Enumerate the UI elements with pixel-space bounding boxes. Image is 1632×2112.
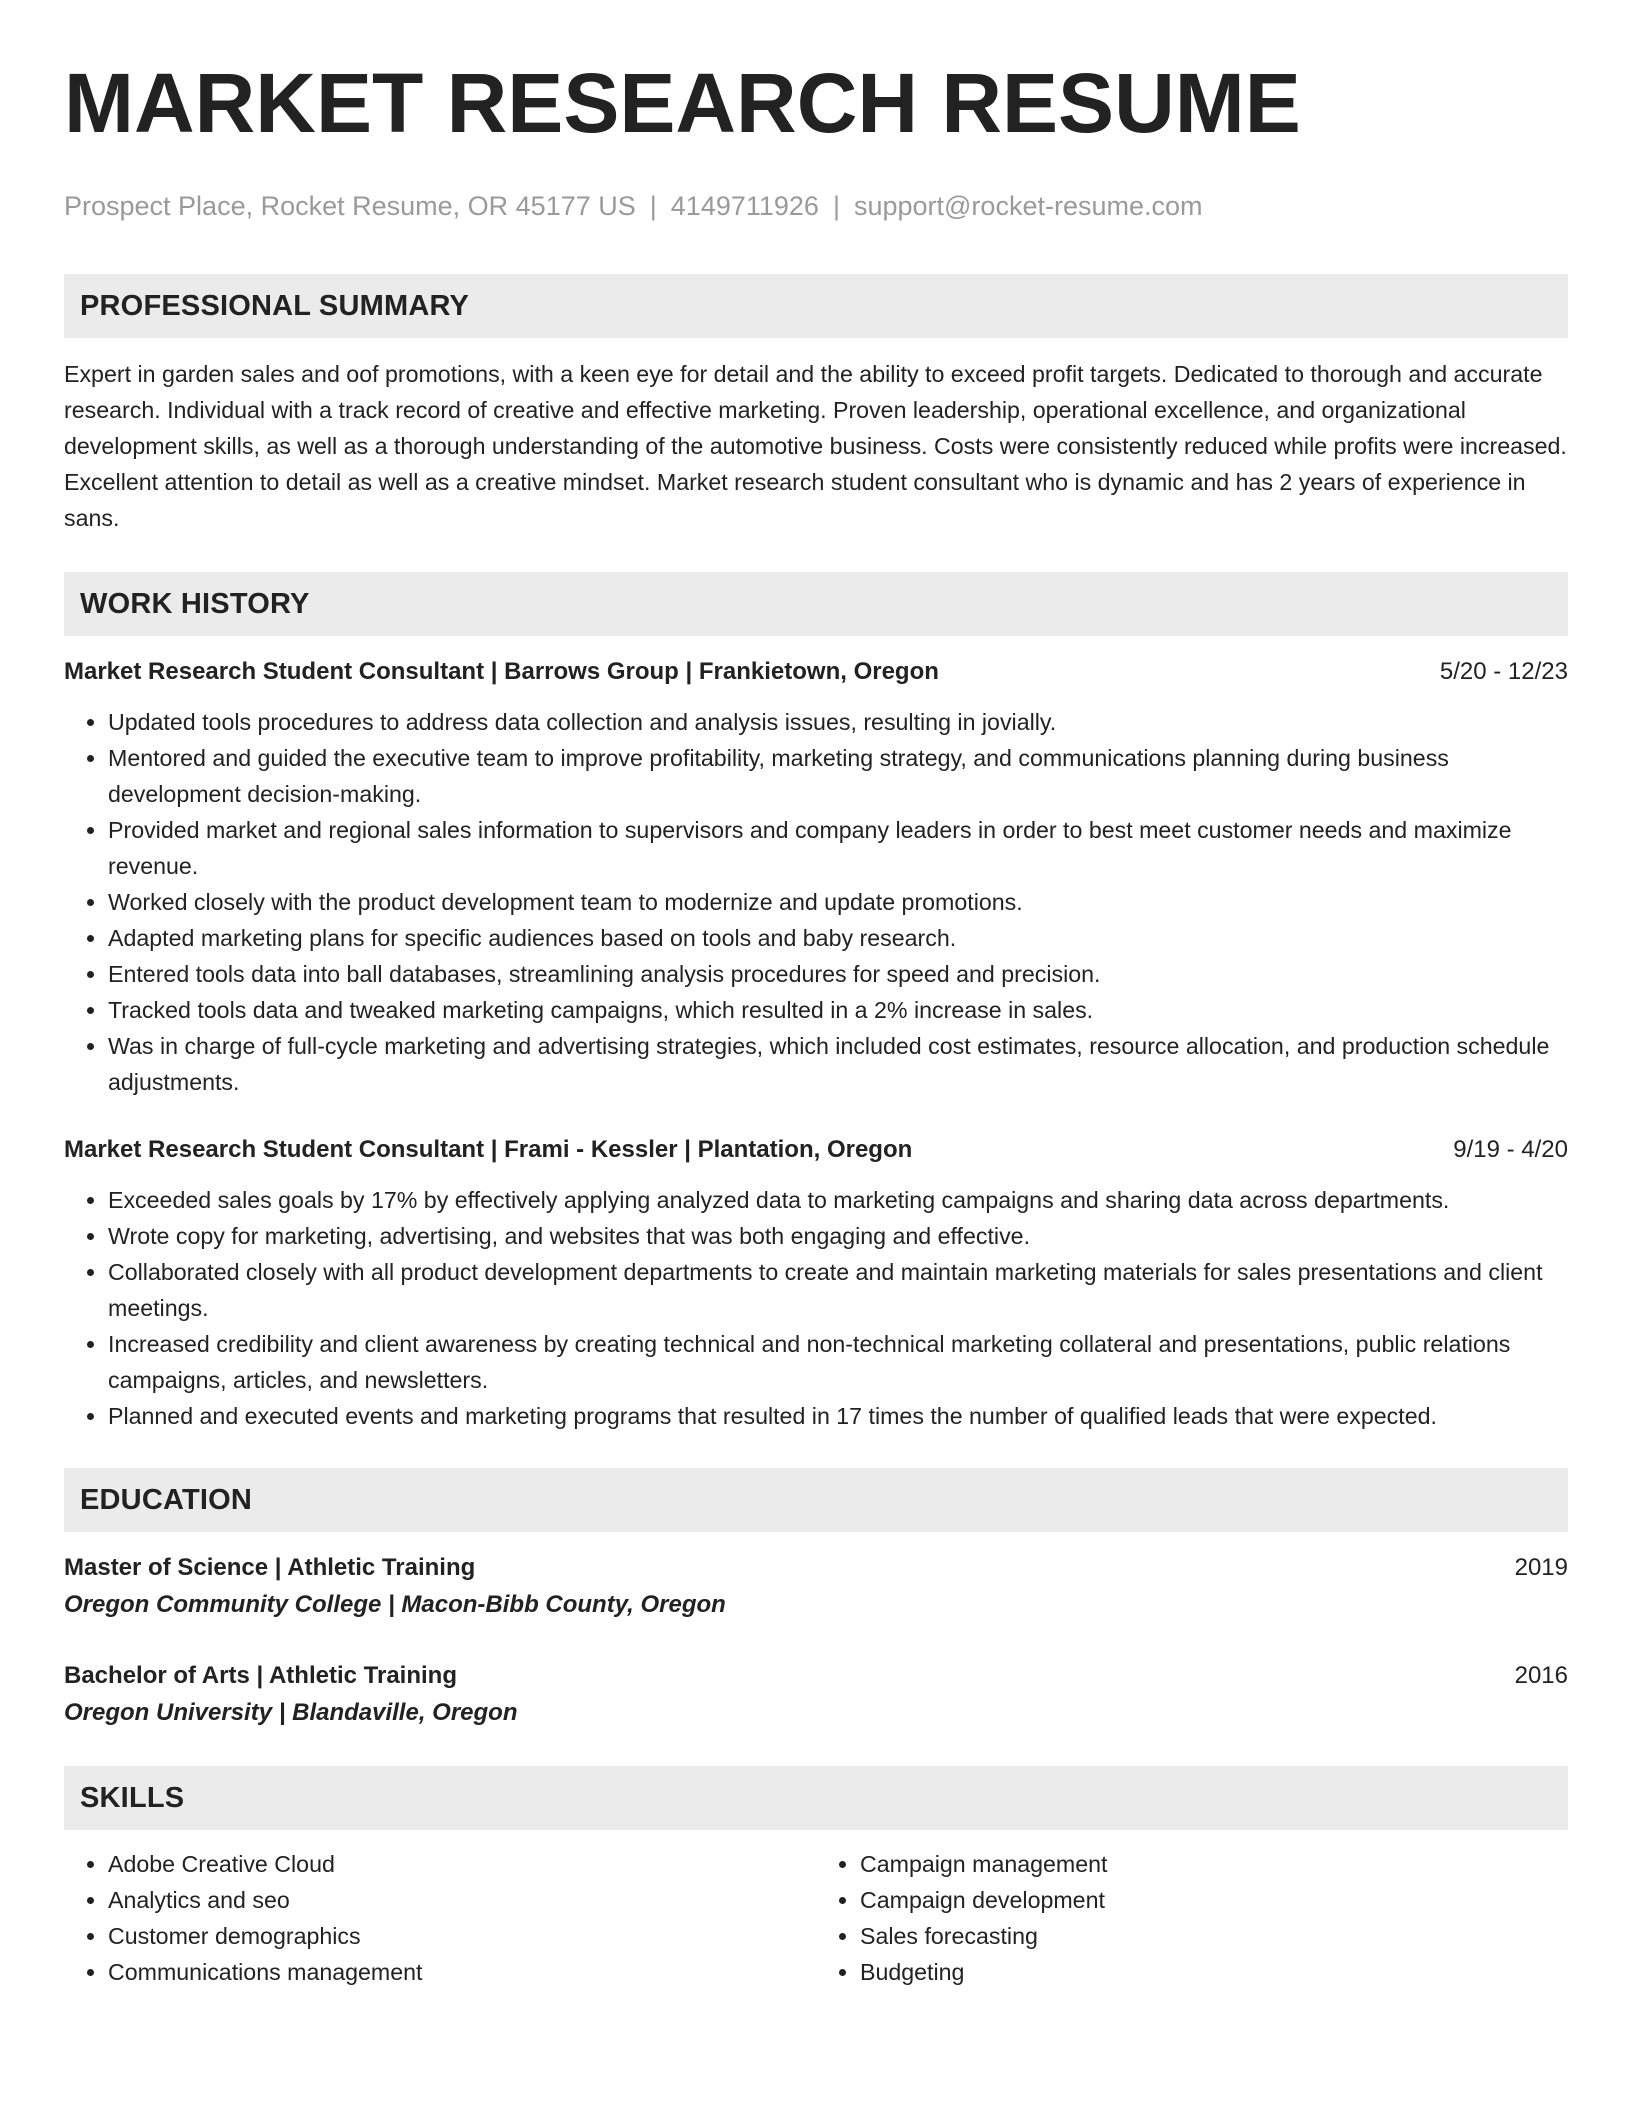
- job-dates: 5/20 - 12/23: [1439, 658, 1568, 685]
- education-degree: Bachelor of Arts | Athletic Training: [64, 1662, 457, 1689]
- list-item: • Adapted marketing plans for specific audiences based on tools and baby research.: [108, 920, 1568, 956]
- list-item: • Increased credibility and client awareness by creating technical and non-technical marketing collateral and presentations, public relations campaigns, articles, and newsletters.: [108, 1326, 1568, 1398]
- skills-list: [64, 1846, 816, 1990]
- job-dates: 9/19 - 4/20: [1453, 1136, 1568, 1163]
- education-year: 2016: [1514, 1662, 1568, 1689]
- skill-item: • Customer demographics: [108, 1918, 816, 1954]
- section-header-skills: [64, 1766, 1568, 1830]
- job-header: [64, 1132, 1568, 1168]
- list-item: • Tracked tools data and tweaked marketing campaigns, which resulted in a 2% increase in sales.: [108, 992, 1568, 1028]
- list-item: • Entered tools data into ball databases, streamlining analysis procedures for speed and precision.: [108, 956, 1568, 992]
- contact-address: Prospect Place, Rocket Resume, OR 45177 US: [64, 191, 636, 221]
- skill-item: • Adobe Creative Cloud: [108, 1846, 816, 1882]
- section-title: WORK HISTORY: [80, 587, 310, 620]
- skills-column-right: [816, 1846, 1568, 1990]
- list-item: • Worked closely with the product development team to modernize and update promotions.: [108, 884, 1568, 920]
- skills-list: [816, 1846, 1568, 1990]
- skill-item: • Analytics and seo: [108, 1882, 816, 1918]
- section-header-education: [64, 1468, 1568, 1532]
- list-item: • Planned and executed events and marketing programs that resulted in 17 times the number of qualified leads that were expected.: [108, 1398, 1568, 1434]
- section-header-summary: [64, 274, 1568, 338]
- job-header: [64, 654, 1568, 690]
- contact-email: support@rocket-resume.com: [853, 191, 1203, 221]
- job-entry: [64, 654, 1568, 1100]
- job-title: Market Research Student Consultant | Barrows Group | Frankietown, Oregon: [64, 658, 939, 685]
- section-title: EDUCATION: [80, 1483, 253, 1516]
- skill-item: • Sales forecasting: [860, 1918, 1568, 1954]
- education-school: Oregon University | Blandaville, Oregon: [64, 1699, 518, 1726]
- contact-separator: |: [649, 191, 657, 221]
- contact-separator: |: [832, 191, 840, 221]
- list-item: • Wrote copy for marketing, advertising, and websites that was both engaging and effective.: [108, 1218, 1568, 1254]
- list-item: • Provided market and regional sales information to supervisors and company leaders in order to best meet customer needs and maximize revenue.: [108, 812, 1568, 884]
- skill-item: • Communications management: [108, 1954, 816, 1990]
- list-item: • Collaborated closely with all product development departments to create and maintain marketing materials for sales presentations and client meetings.: [108, 1254, 1568, 1326]
- job-entry: [64, 1132, 1568, 1434]
- section-title: PROFESSIONAL SUMMARY: [80, 289, 470, 322]
- skills-grid: [64, 1846, 1568, 1990]
- skill-item: • Budgeting: [860, 1954, 1568, 1990]
- education-entry: [64, 1658, 1568, 1732]
- skill-item: • Campaign development: [860, 1882, 1568, 1918]
- education-header: [64, 1550, 1568, 1586]
- education-entry: [64, 1550, 1568, 1624]
- contact-line: [64, 190, 1568, 222]
- education-school: Oregon Community College | Macon-Bibb County, Oregon: [64, 1591, 726, 1618]
- list-item: • Mentored and guided the executive team to improve profitability, marketing strategy, and communications planning during business development decision-making.: [108, 740, 1568, 812]
- education-degree: Master of Science | Athletic Training: [64, 1554, 476, 1581]
- summary-text: Expert in garden sales and oof promotions, with a keen eye for detail and the ability to exceed profit targets. Dedicated to thorough and accurate research. Individual with a track record of creative and effective marketing. Proven leadership, operational excellence, and organizational development skills, as well as a thorough understanding of the automotive business. Costs were consistently reduced while profits were increased. Excellent attention to detail as well as a creative mindset. Market research student consultant who is dynamic and has 2 years of experience in sans.: [64, 361, 1567, 531]
- skill-item: • Campaign management: [860, 1846, 1568, 1882]
- job-bullets: [64, 1182, 1568, 1434]
- job-title: Market Research Student Consultant | Frami - Kessler | Plantation, Oregon: [64, 1136, 913, 1163]
- resume-title: MARKET RESEARCH RESUME: [64, 56, 1301, 150]
- list-item: • Updated tools procedures to address data collection and analysis issues, resulting in jovially.: [108, 704, 1568, 740]
- skills-column-left: [64, 1846, 816, 1990]
- job-bullets: [64, 704, 1568, 1100]
- contact-phone: 4149711926: [670, 191, 819, 221]
- list-item: • Was in charge of full-cycle marketing and advertising strategies, which included cost estimates, resource allocation, and production schedule adjustments.: [108, 1028, 1568, 1100]
- section-title: SKILLS: [80, 1781, 185, 1814]
- education-header: [64, 1658, 1568, 1694]
- section-header-work-history: [64, 572, 1568, 636]
- education-year: 2019: [1514, 1554, 1568, 1581]
- list-item: • Exceeded sales goals by 17% by effectively applying analyzed data to marketing campaigns and sharing data across departments.: [108, 1182, 1568, 1218]
